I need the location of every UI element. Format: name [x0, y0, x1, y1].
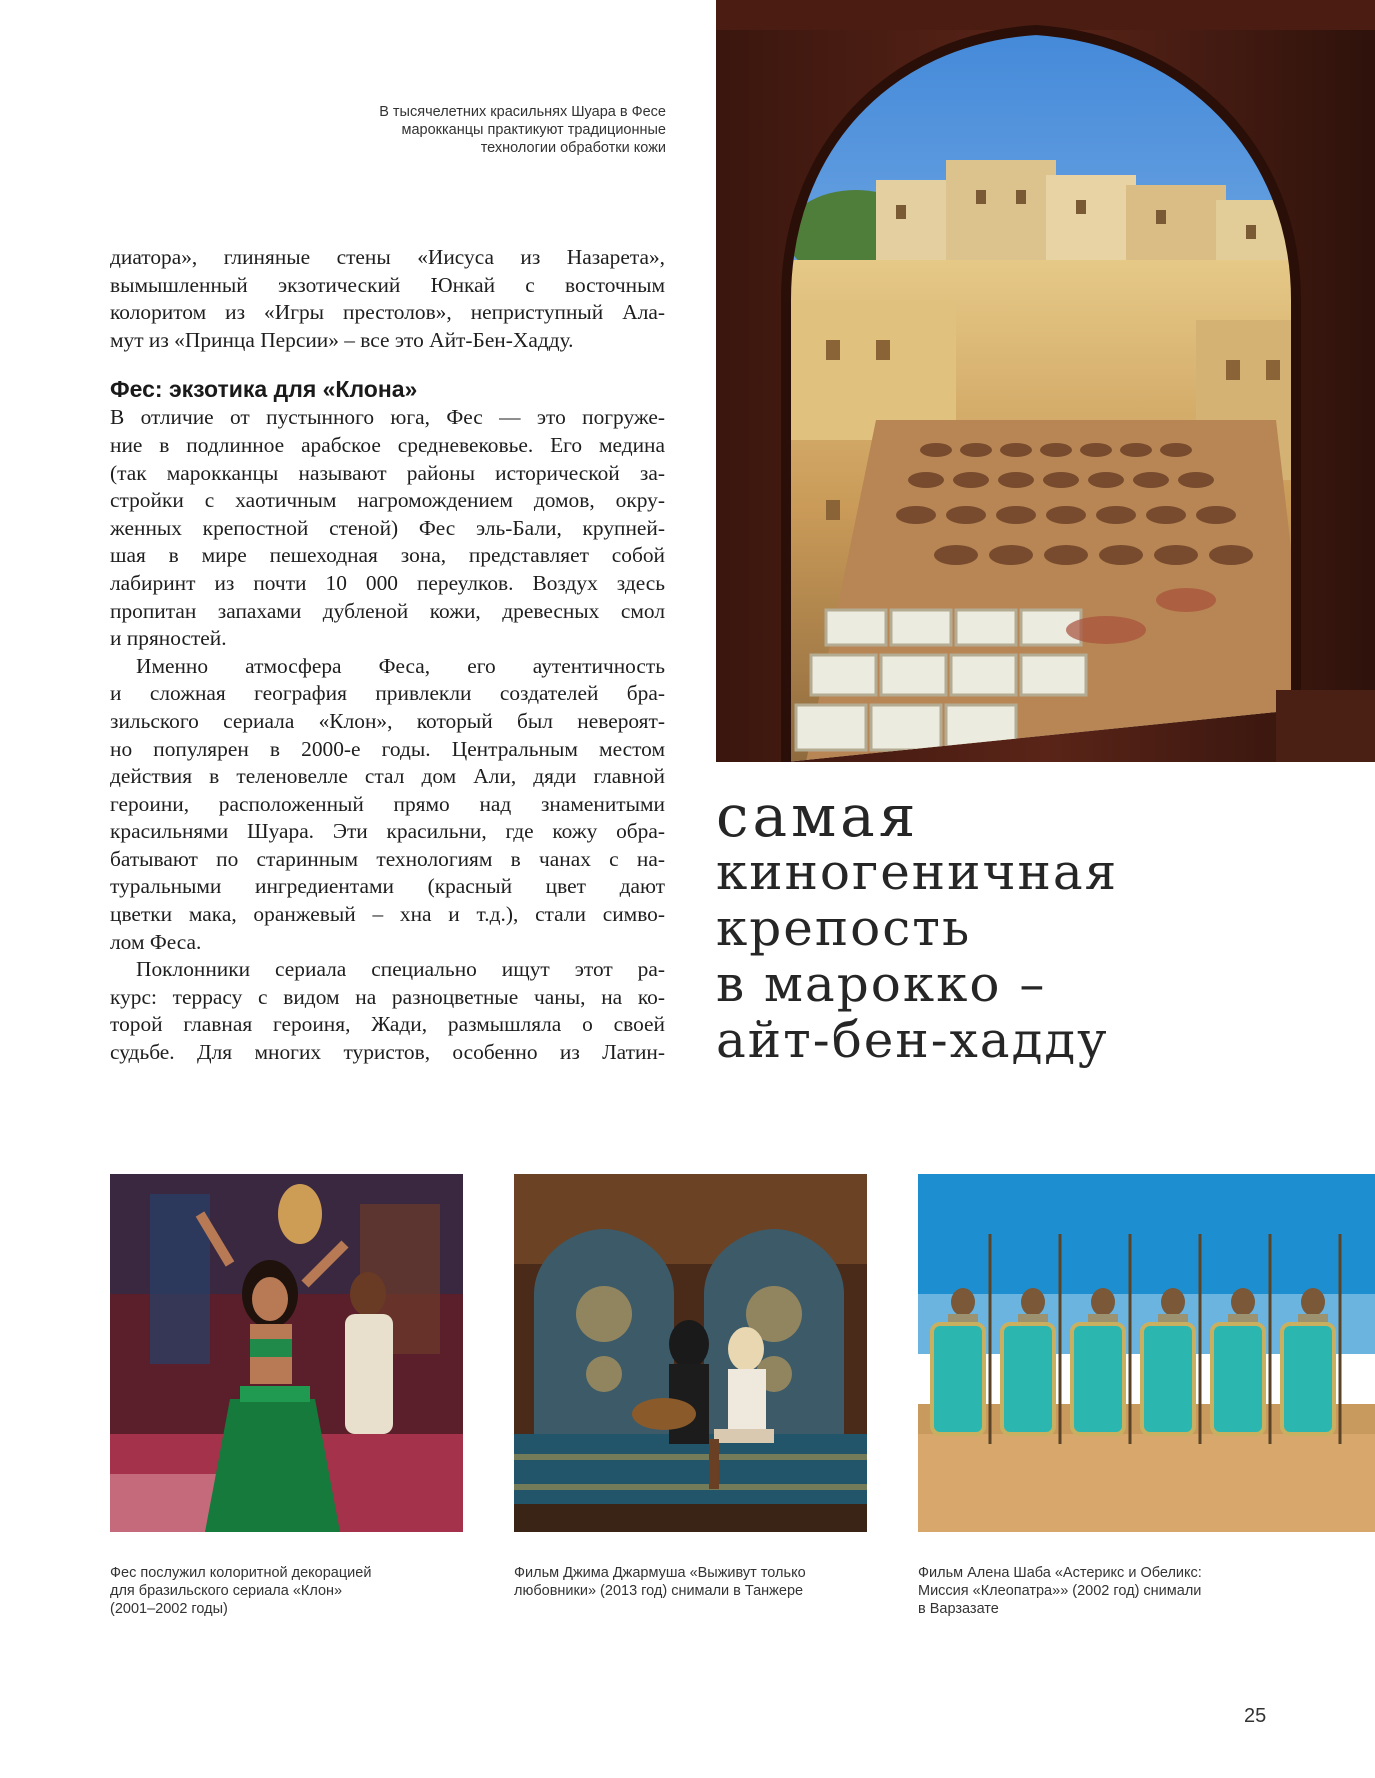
text-line: курс: террасу с видом на разноцветные чаны, на ко- [110, 984, 665, 1009]
text-line: зильского сериала «Клон», который был невероят- [110, 708, 665, 733]
text-line: судьбе. Для многих туристов, особенно из Латин- [110, 1040, 665, 1065]
text-line: Поклонники сериала специально ищут этот ра- [136, 957, 665, 982]
photo-caption-clone [110, 1564, 470, 1618]
pull-quote-line: крепость [716, 899, 972, 957]
photo-asterix-soldiers [918, 1174, 1375, 1532]
text-line: пропитан запахами дубленой кожи, древесных смол [110, 598, 665, 623]
caption-line: Фильм Джима Джармуша «Выживут только [514, 1565, 806, 1581]
text-line: торой главная героиня, Жади, размышляла о своей [110, 1012, 665, 1037]
page-number: 25 [1244, 1705, 1267, 1727]
pull-quote-line: айт-бен-хадду [716, 1011, 1109, 1069]
photo-caption-lovers [514, 1564, 874, 1600]
caption-line: любовники» (2013 год) снимали в Танжере [514, 1583, 804, 1599]
text-line: цветки мака, оранжевый – хна и т.д.), стали симво- [110, 902, 665, 927]
text-line: колоритом из «Игры престолов», неприступный Ала- [110, 300, 665, 325]
caption-line: В тысячелетних красильнях Шуара в Фесе [379, 104, 666, 120]
intro-paragraph [110, 244, 665, 354]
text-line: героини, расположенный прямо над знаменитыми [110, 791, 665, 816]
article-body [110, 244, 665, 1067]
text-line: красильнями Шуара. Эти красильни, где кожу обра- [110, 819, 665, 844]
paragraph-2 [110, 653, 665, 957]
caption-line: Фес послужил колоритной декорацией [110, 1565, 372, 1581]
caption-line: для бразильского сериала «Клон» [110, 1583, 343, 1599]
text-line: диатора», глиняные стены «Иисуса из Назарета», [110, 245, 665, 269]
text-line: и пряностей. [110, 626, 227, 651]
text-line: действия в теленовелле стал дом Али, дяди главной [110, 764, 665, 789]
spacer [110, 354, 665, 374]
lovers-illustration [514, 1174, 867, 1532]
text-line: лабиринт из почти 10 000 переулков. Воздух здесь [110, 570, 665, 595]
caption-line: (2001–2002 годы) [110, 1601, 228, 1617]
section-heading: Фес: экзотика для «Клона» [110, 376, 418, 403]
text-line: мут из «Принца Персии» – все это Айт-Бен-Хадду. [110, 327, 574, 352]
caption-line: Миссия «Клеопатра»» (2002 год) снимали [918, 1583, 1202, 1599]
caption-line: технологии обработки кожи [480, 140, 666, 156]
tanneries-illustration [716, 0, 1375, 762]
pull-quote-line: киногеничная [716, 843, 1119, 901]
text-line: ние в подлинное арабское средневековье. Его медина [110, 432, 665, 457]
photo-clone-dancer [110, 1174, 463, 1532]
text-line: и сложная география привлекли создателей бра- [110, 681, 665, 706]
dancer-illustration [110, 1174, 463, 1532]
caption-line: марокканцы практикуют традиционные [401, 122, 666, 138]
photo-caption-tanneries [300, 103, 666, 157]
text-line: женных крепостной стеной) Фес эль-Бали, крупней- [110, 515, 665, 540]
text-line: стройки с хаотичным нагромождением домов, окру- [110, 488, 665, 513]
paragraph-3 [110, 956, 665, 1066]
pull-quote-line: самая [716, 782, 920, 850]
caption-line: в Варзазате [918, 1601, 999, 1617]
photo-caption-asterix [918, 1564, 1278, 1618]
tanneries-photo [716, 0, 1375, 762]
text-line: (так марокканцы называют районы исторической за- [110, 460, 665, 485]
caption-line: Фильм Алена Шаба «Астерикс и Обеликс: [918, 1565, 1202, 1581]
text-line: Именно атмосфера Феса, его аутентичность [136, 653, 665, 678]
text-line: вымышленный экзотический Юнкай с восточным [110, 272, 665, 297]
text-line: В отличие от пустынного юга, Фес — это погруже- [110, 405, 665, 430]
pull-quote-line: в марокко – [716, 955, 1047, 1013]
text-line: батывают по старинным технологиям в чанах с на- [110, 846, 665, 871]
text-line: но популярен в 2000-е годы. Центральным местом [110, 736, 665, 761]
soldiers-illustration [918, 1174, 1375, 1532]
pull-quote [716, 782, 1366, 1069]
paragraph-1 [110, 404, 665, 652]
text-line: шая в мире пешеходная зона, представляет собой [110, 543, 665, 568]
text-line: лом Феса. [110, 929, 202, 954]
text-line: туральными ингредиентами (красный цвет дают [110, 874, 665, 899]
photo-only-lovers [514, 1174, 867, 1532]
